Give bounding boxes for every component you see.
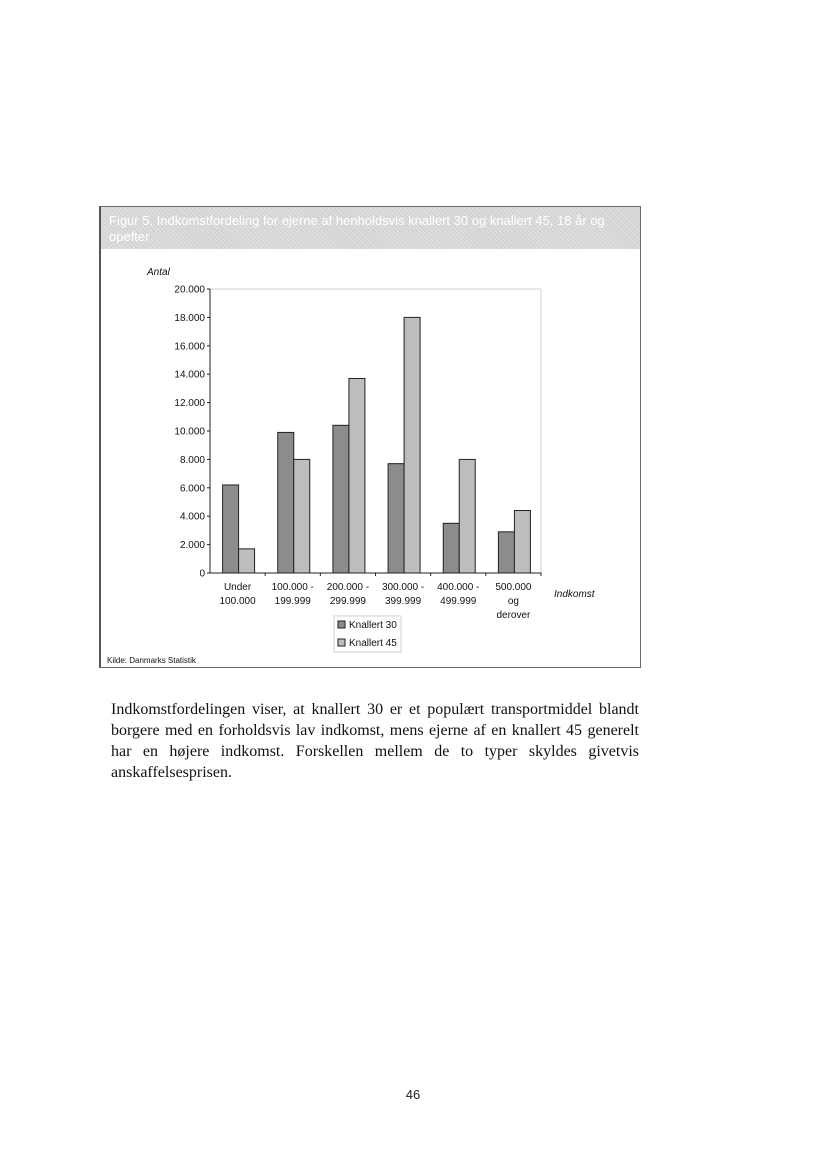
x-tick-label: 399.999 (385, 596, 422, 607)
bar-chart (101, 207, 640, 667)
bar-knallert-30 (443, 523, 459, 573)
legend-label: Knallert 45 (349, 638, 397, 649)
figure-box (99, 206, 641, 668)
y-axis-title: Antal (147, 267, 170, 278)
y-tick-label: 2.000 (179, 540, 205, 552)
x-tick-label: 100.000 (219, 596, 256, 607)
bar-knallert-45 (459, 459, 475, 573)
y-tick-label: 8.000 (179, 454, 205, 466)
x-tick-label: 499.999 (440, 596, 477, 607)
x-tick-label: Under (223, 582, 252, 593)
bar-knallert-30 (278, 432, 294, 573)
y-tick-label: 0 (199, 568, 205, 580)
legend-swatch (338, 621, 345, 628)
y-tick-label: 12.000 (174, 398, 205, 410)
y-tick-label: 14.000 (174, 369, 205, 381)
bar-knallert-45 (239, 549, 255, 573)
page-number: 46 (405, 1087, 421, 1102)
bar-knallert-45 (294, 459, 310, 573)
bar-knallert-30 (388, 464, 404, 573)
x-tick-label: 199.999 (274, 596, 311, 607)
bar-knallert-45 (404, 317, 420, 573)
x-tick-label: derover (496, 610, 531, 621)
y-tick-label: 6.000 (179, 483, 205, 495)
x-tick-label: og (507, 596, 519, 607)
figure-title: Figur 5. Indkomstfordeling for ejerne af henholdsvis knallert 30 og knallert 45, 18 år og opefter (101, 207, 640, 249)
y-tick-label: 10.000 (174, 426, 205, 438)
y-tick-label: 4.000 (179, 511, 205, 523)
bar-knallert-45 (349, 378, 365, 573)
x-tick-label: 200.000 - (326, 582, 370, 593)
x-tick-label: 299.999 (329, 596, 366, 607)
legend-swatch (338, 639, 345, 646)
x-tick-label: 500.000 (495, 582, 532, 593)
bar-knallert-30 (333, 425, 349, 573)
x-tick-label: 400.000 - (437, 582, 480, 593)
source-note: Kilde: Danmarks Statistik (107, 656, 196, 665)
bar-knallert-30 (223, 485, 239, 573)
y-tick-label: 20.000 (174, 284, 205, 296)
bar-knallert-45 (514, 511, 530, 573)
body-paragraph: Indkomstfordelingen viser, at knallert 30 er et populært transportmiddel blandt borgere med en forholdsvis lav indkomst, mens ejerne af en knallert 45 generelt har en højere indkomst. Forskellen mellem de to typer skyldes givetvis anskaffelsesprisen. (111, 701, 639, 781)
x-axis-title: Indkomst (554, 589, 595, 600)
legend-label: Knallert 30 (349, 620, 397, 631)
bar-knallert-30 (498, 532, 514, 573)
x-tick-label: 100.000 - (271, 582, 314, 593)
y-tick-label: 16.000 (174, 341, 205, 353)
x-tick-label: 300.000 - (381, 582, 425, 593)
y-tick-label: 18.000 (174, 312, 205, 324)
